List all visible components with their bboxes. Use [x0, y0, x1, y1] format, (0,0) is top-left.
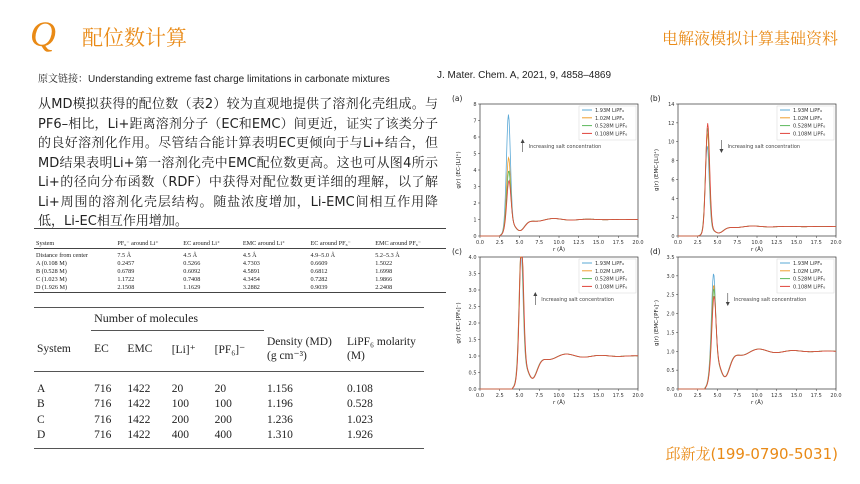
x-tick-label: 20.0: [830, 240, 842, 246]
table-cell: D (1.926 M): [34, 284, 115, 293]
table-cell: A (0.108 M): [36, 260, 67, 267]
x-tick-label: 12.5: [771, 240, 783, 246]
table-row: [34, 371, 424, 397]
legend-label: 0.528M LiPF₆: [793, 123, 826, 130]
rdf-figure: [448, 92, 844, 410]
y-tick-label: 0.0: [666, 387, 675, 393]
x-axis-label: r (Å): [750, 247, 764, 253]
legend-label: 0.528M LiPF₆: [595, 276, 628, 283]
table-cell: 1422: [127, 382, 151, 395]
y-tick-label: 3.5: [468, 271, 477, 278]
table-row: [34, 249, 446, 261]
x-tick-label: 0.0: [476, 240, 484, 246]
x-tick-label: 15.0: [592, 240, 605, 246]
panel-label: (d): [650, 247, 661, 256]
table-header-cell: PF₆⁻ around Li⁺: [115, 229, 181, 249]
table-row: [34, 397, 424, 413]
table-cell: 7.5 Å: [117, 252, 132, 259]
x-tick-label: 10.0: [751, 240, 763, 246]
x-tick-label: 12.5: [573, 240, 585, 246]
y-tick-label: 4: [671, 196, 675, 203]
y-tick-label: 4.0: [468, 255, 477, 261]
table-cell: D: [34, 428, 91, 448]
legend-label: 1.02M LiPF₆: [595, 268, 625, 275]
table-cell: 1.236: [267, 413, 293, 426]
table-cell: 0.6092: [183, 268, 201, 275]
table-cell: 1422: [124, 428, 168, 448]
x-axis-label: r (Å): [552, 400, 566, 406]
x-tick-label: 7.5: [733, 393, 742, 399]
table-cell: A: [37, 382, 46, 395]
q-logo-icon: [28, 14, 68, 54]
x-tick-label: 12.5: [771, 393, 783, 399]
table-header-cell: EC around Li⁺: [181, 229, 241, 249]
table-cell: C: [37, 413, 45, 426]
table-header-cell: EMC around Li⁺: [241, 229, 309, 249]
legend-label: 1.93M LiPF₆: [595, 261, 625, 267]
table-header-cell: EMC: [124, 331, 168, 372]
x-tick-label: 5.0: [515, 240, 524, 246]
chart-annotation: Increasing salt concentration: [528, 144, 602, 150]
journal-citation: J. Mater. Chem. A, 2021, 9, 4858–4869: [437, 70, 612, 81]
table-cell: 4.5891: [242, 268, 260, 275]
system-table: [34, 307, 424, 449]
y-tick-label: 1: [473, 217, 477, 224]
legend-label: 1.02M LiPF₆: [793, 268, 823, 275]
x-tick-label: 0.0: [476, 393, 484, 399]
legend-label: 1.02M LiPF₆: [793, 115, 823, 122]
y-tick-label: 12: [668, 120, 675, 127]
y-tick-label: 10: [668, 139, 675, 146]
table-cell: 0.7282: [310, 276, 328, 283]
table-cell: 200: [214, 413, 232, 426]
x-tick-label: 10.0: [553, 240, 565, 246]
table-cell: 100: [171, 398, 189, 410]
x-tick-label: 2.5: [495, 393, 504, 399]
y-tick-label: 0: [671, 234, 675, 240]
y-tick-label: 14: [668, 102, 675, 108]
table-header-cell: Density (MD) (g cm⁻³): [264, 331, 344, 372]
y-tick-label: 6: [671, 177, 675, 184]
y-tick-label: 1.5: [666, 330, 675, 337]
chart-annotation: Increasing salt concentration: [541, 297, 614, 303]
y-axis-label: g(r) (EMC-[Li]⁺): [654, 149, 660, 191]
x-tick-label: 2.5: [495, 240, 504, 246]
x-tick-label: 20.0: [632, 240, 644, 246]
y-tick-label: 1.5: [468, 337, 477, 344]
x-tick-label: 20.0: [632, 393, 644, 399]
table-cell: B (0.528 M): [36, 268, 67, 275]
y-tick-label: 3.0: [468, 288, 477, 294]
x-tick-label: 5.0: [713, 240, 722, 246]
table-cell: 3.2882: [241, 284, 309, 293]
y-tick-label: 0.5: [666, 368, 675, 375]
table-cell: 0.6609: [310, 260, 328, 267]
table-cell: 100: [214, 398, 232, 410]
y-tick-label: 2.0: [666, 311, 675, 318]
table-row: [34, 276, 446, 284]
table-cell: 1422: [127, 398, 151, 410]
table-cell: 1.156: [267, 382, 293, 395]
legend-label: 1.02M LiPF₆: [595, 115, 625, 122]
x-tick-label: 7.5: [535, 240, 544, 246]
table-cell: B: [37, 398, 45, 410]
table-cell: 1422: [127, 413, 151, 426]
table-row: [34, 413, 424, 429]
table-header-cell: EC: [91, 331, 124, 372]
x-tick-label: 10.0: [751, 393, 763, 399]
x-tick-label: 0.0: [674, 393, 682, 399]
table-cell: 4.5 Å: [242, 252, 257, 259]
x-tick-label: 2.5: [693, 240, 702, 246]
table-cell: 0.2457: [117, 260, 135, 267]
y-axis-label: g(r) (EC-[Li]⁺): [456, 151, 462, 189]
y-tick-label: 6: [473, 135, 477, 141]
y-tick-label: 1.0: [468, 354, 477, 360]
table-cell: Distance from center: [36, 252, 88, 259]
table-header-cell: EC around PF₆⁻: [308, 229, 373, 249]
table-group-header: Number of molecules: [91, 308, 264, 331]
x-tick-label: 15.0: [790, 393, 803, 399]
panel-label: (c): [452, 247, 462, 256]
legend-label: 0.528M LiPF₆: [793, 276, 826, 283]
legend-label: 0.108M LiPF₆: [793, 284, 826, 291]
author-contact: 邱新龙(199-0790-5031): [665, 445, 838, 463]
y-tick-label: 7: [473, 118, 477, 125]
table-cell: 716: [94, 413, 112, 426]
x-tick-label: 10.0: [553, 393, 565, 399]
legend-label: 0.108M LiPF₆: [595, 284, 628, 291]
table-cell: 4.9–5.0 Å: [310, 252, 336, 259]
table-header-cell: System: [34, 229, 115, 249]
y-tick-label: 8: [671, 158, 675, 165]
y-tick-label: 3.5: [666, 255, 675, 261]
body-paragraph: 从MD模拟获得的配位数（表2）较为直观地提供了溶剂化壳组成。与PF6–相比，Li+距离溶剂分子（EC和EMC）间更近，证实了该类分子的良好溶剂化作用。尽管结合能计算表明EC更倾向于与Li+结合，但MD结果表明Li+第一溶剂化壳中EMC配位数更高。这也可从图4所示Li+的径向分布函数（RDF）中获得对配位数更详细的理解，以了解Li+周围的溶剂化壳层结构。随盐浓度增加，Li-EMC间相互作用降低，Li-EC相互作用增加。: [38, 97, 438, 229]
x-tick-label: 15.0: [592, 393, 605, 399]
table-cell: 716: [94, 398, 112, 410]
table-cell: 1.1629: [181, 284, 241, 293]
y-tick-label: 2: [671, 215, 675, 222]
table-cell: 0.9039: [308, 284, 373, 293]
panel-label: (b): [650, 94, 661, 103]
table-row: [34, 428, 424, 448]
table-cell: 0.6812: [310, 268, 328, 275]
y-tick-label: 3: [473, 184, 477, 191]
x-tick-label: 2.5: [693, 393, 702, 399]
table-cell: 200: [171, 413, 189, 426]
table-cell: 716: [91, 428, 124, 448]
table-cell: 4.7303: [242, 260, 260, 267]
y-tick-label: 4: [473, 168, 477, 174]
table-cell: 0.528: [347, 398, 373, 410]
y-axis-label: g(r) (EMC-[PF₆]⁻): [654, 299, 660, 347]
coordination-table: [34, 228, 446, 293]
legend-label: 1.93M LiPF₆: [793, 108, 823, 114]
source-link[interactable]: 原文链接：Understanding extreme fast charge limitations in carbonate mixtures: [38, 74, 390, 85]
y-tick-label: 2: [473, 201, 477, 207]
chart-annotation: Increasing salt concentration: [733, 297, 807, 303]
table-cell: 0.7408: [183, 276, 201, 283]
chart-annotation: Increasing salt concentration: [727, 144, 801, 150]
x-tick-label: 5.0: [515, 393, 524, 399]
y-tick-label: 3.0: [666, 273, 675, 280]
table-cell: 0.6789: [117, 268, 135, 275]
table-group-header-row: [34, 308, 424, 331]
y-tick-label: 2.5: [666, 292, 675, 299]
legend-label: 1.93M LiPF₆: [793, 261, 823, 267]
table-row: [34, 260, 446, 268]
table-cell: 0.5266: [183, 260, 201, 267]
x-tick-label: 17.5: [810, 393, 822, 399]
table-cell: 4.3454: [242, 276, 260, 283]
table-cell: 2.2408: [373, 284, 446, 293]
y-tick-label: 8: [473, 102, 477, 108]
table-header-cell: [Li]⁺: [169, 331, 212, 372]
x-tick-label: 0.0: [674, 240, 682, 246]
table-row: [34, 268, 446, 276]
table-cell: 1.5022: [375, 260, 393, 267]
table-header-cell: EMC around PF₆⁻: [373, 229, 446, 249]
rdf-panel: [452, 247, 644, 406]
y-tick-label: 0.5: [468, 370, 477, 377]
table-cell: 1.1722: [117, 276, 135, 283]
table-header-cell: System: [34, 331, 91, 372]
brand-label: 电解液模拟计算基础资料: [661, 29, 838, 48]
x-tick-label: 12.5: [573, 393, 585, 399]
x-tick-label: 20.0: [830, 393, 842, 399]
table-cell: 0.108: [347, 382, 373, 395]
table-header-cell: LiPF₆ molarity (M): [344, 331, 424, 372]
y-tick-label: 1.0: [666, 349, 675, 356]
y-tick-label: 0: [473, 234, 477, 240]
table-cell: 4.5 Å: [183, 252, 198, 259]
y-tick-label: 0.0: [468, 387, 477, 393]
table-header-row: [34, 331, 424, 372]
table-cell: 1.9866: [375, 276, 393, 283]
y-tick-label: 2.5: [468, 304, 477, 311]
x-tick-label: 17.5: [810, 240, 822, 246]
table-cell: 1.926: [344, 428, 424, 448]
x-tick-label: 15.0: [790, 240, 803, 246]
table-cell: 400: [169, 428, 212, 448]
table-cell: 1.023: [347, 413, 373, 426]
table-cell: C (1.023 M): [36, 276, 67, 283]
y-tick-label: 5: [473, 151, 477, 158]
table-cell: 1.196: [267, 398, 293, 410]
x-tick-label: 7.5: [733, 240, 742, 246]
x-tick-label: 17.5: [612, 393, 624, 399]
table-cell: 5.2–5.3 Å: [375, 252, 400, 259]
table-cell: 1.310: [264, 428, 344, 448]
table-cell: 20: [214, 382, 227, 395]
x-tick-label: 5.0: [713, 393, 722, 399]
rdf-panel: [452, 94, 644, 253]
svg-text:Q: Q: [30, 14, 56, 54]
table-cell: 1.6998: [375, 268, 393, 275]
table-cell: 20: [171, 382, 184, 395]
legend-label: 0.108M LiPF₆: [595, 131, 628, 138]
table-cell: 400: [212, 428, 264, 448]
x-tick-label: 17.5: [612, 240, 624, 246]
table-header-cell: [PF₆]⁻: [212, 331, 264, 372]
panel-label: (a): [452, 94, 463, 103]
rdf-panel: [650, 247, 842, 406]
table-cell: 716: [94, 382, 112, 395]
legend-label: 0.108M LiPF₆: [793, 131, 826, 138]
table-row: [34, 284, 446, 293]
x-axis-label: r (Å): [552, 247, 566, 253]
legend-label: 1.93M LiPF₆: [595, 108, 625, 114]
y-tick-label: 2.0: [468, 321, 477, 327]
legend-label: 0.528M LiPF₆: [595, 123, 628, 130]
x-tick-label: 7.5: [535, 393, 544, 399]
table-cell: 2.1508: [115, 284, 181, 293]
x-axis-label: r (Å): [750, 400, 764, 406]
rdf-panel: [650, 94, 842, 253]
page-title: 配位数计算: [82, 26, 187, 50]
table-header-row: [34, 229, 446, 249]
y-axis-label: g(r) (EC-[PF₆]⁻): [456, 302, 462, 344]
